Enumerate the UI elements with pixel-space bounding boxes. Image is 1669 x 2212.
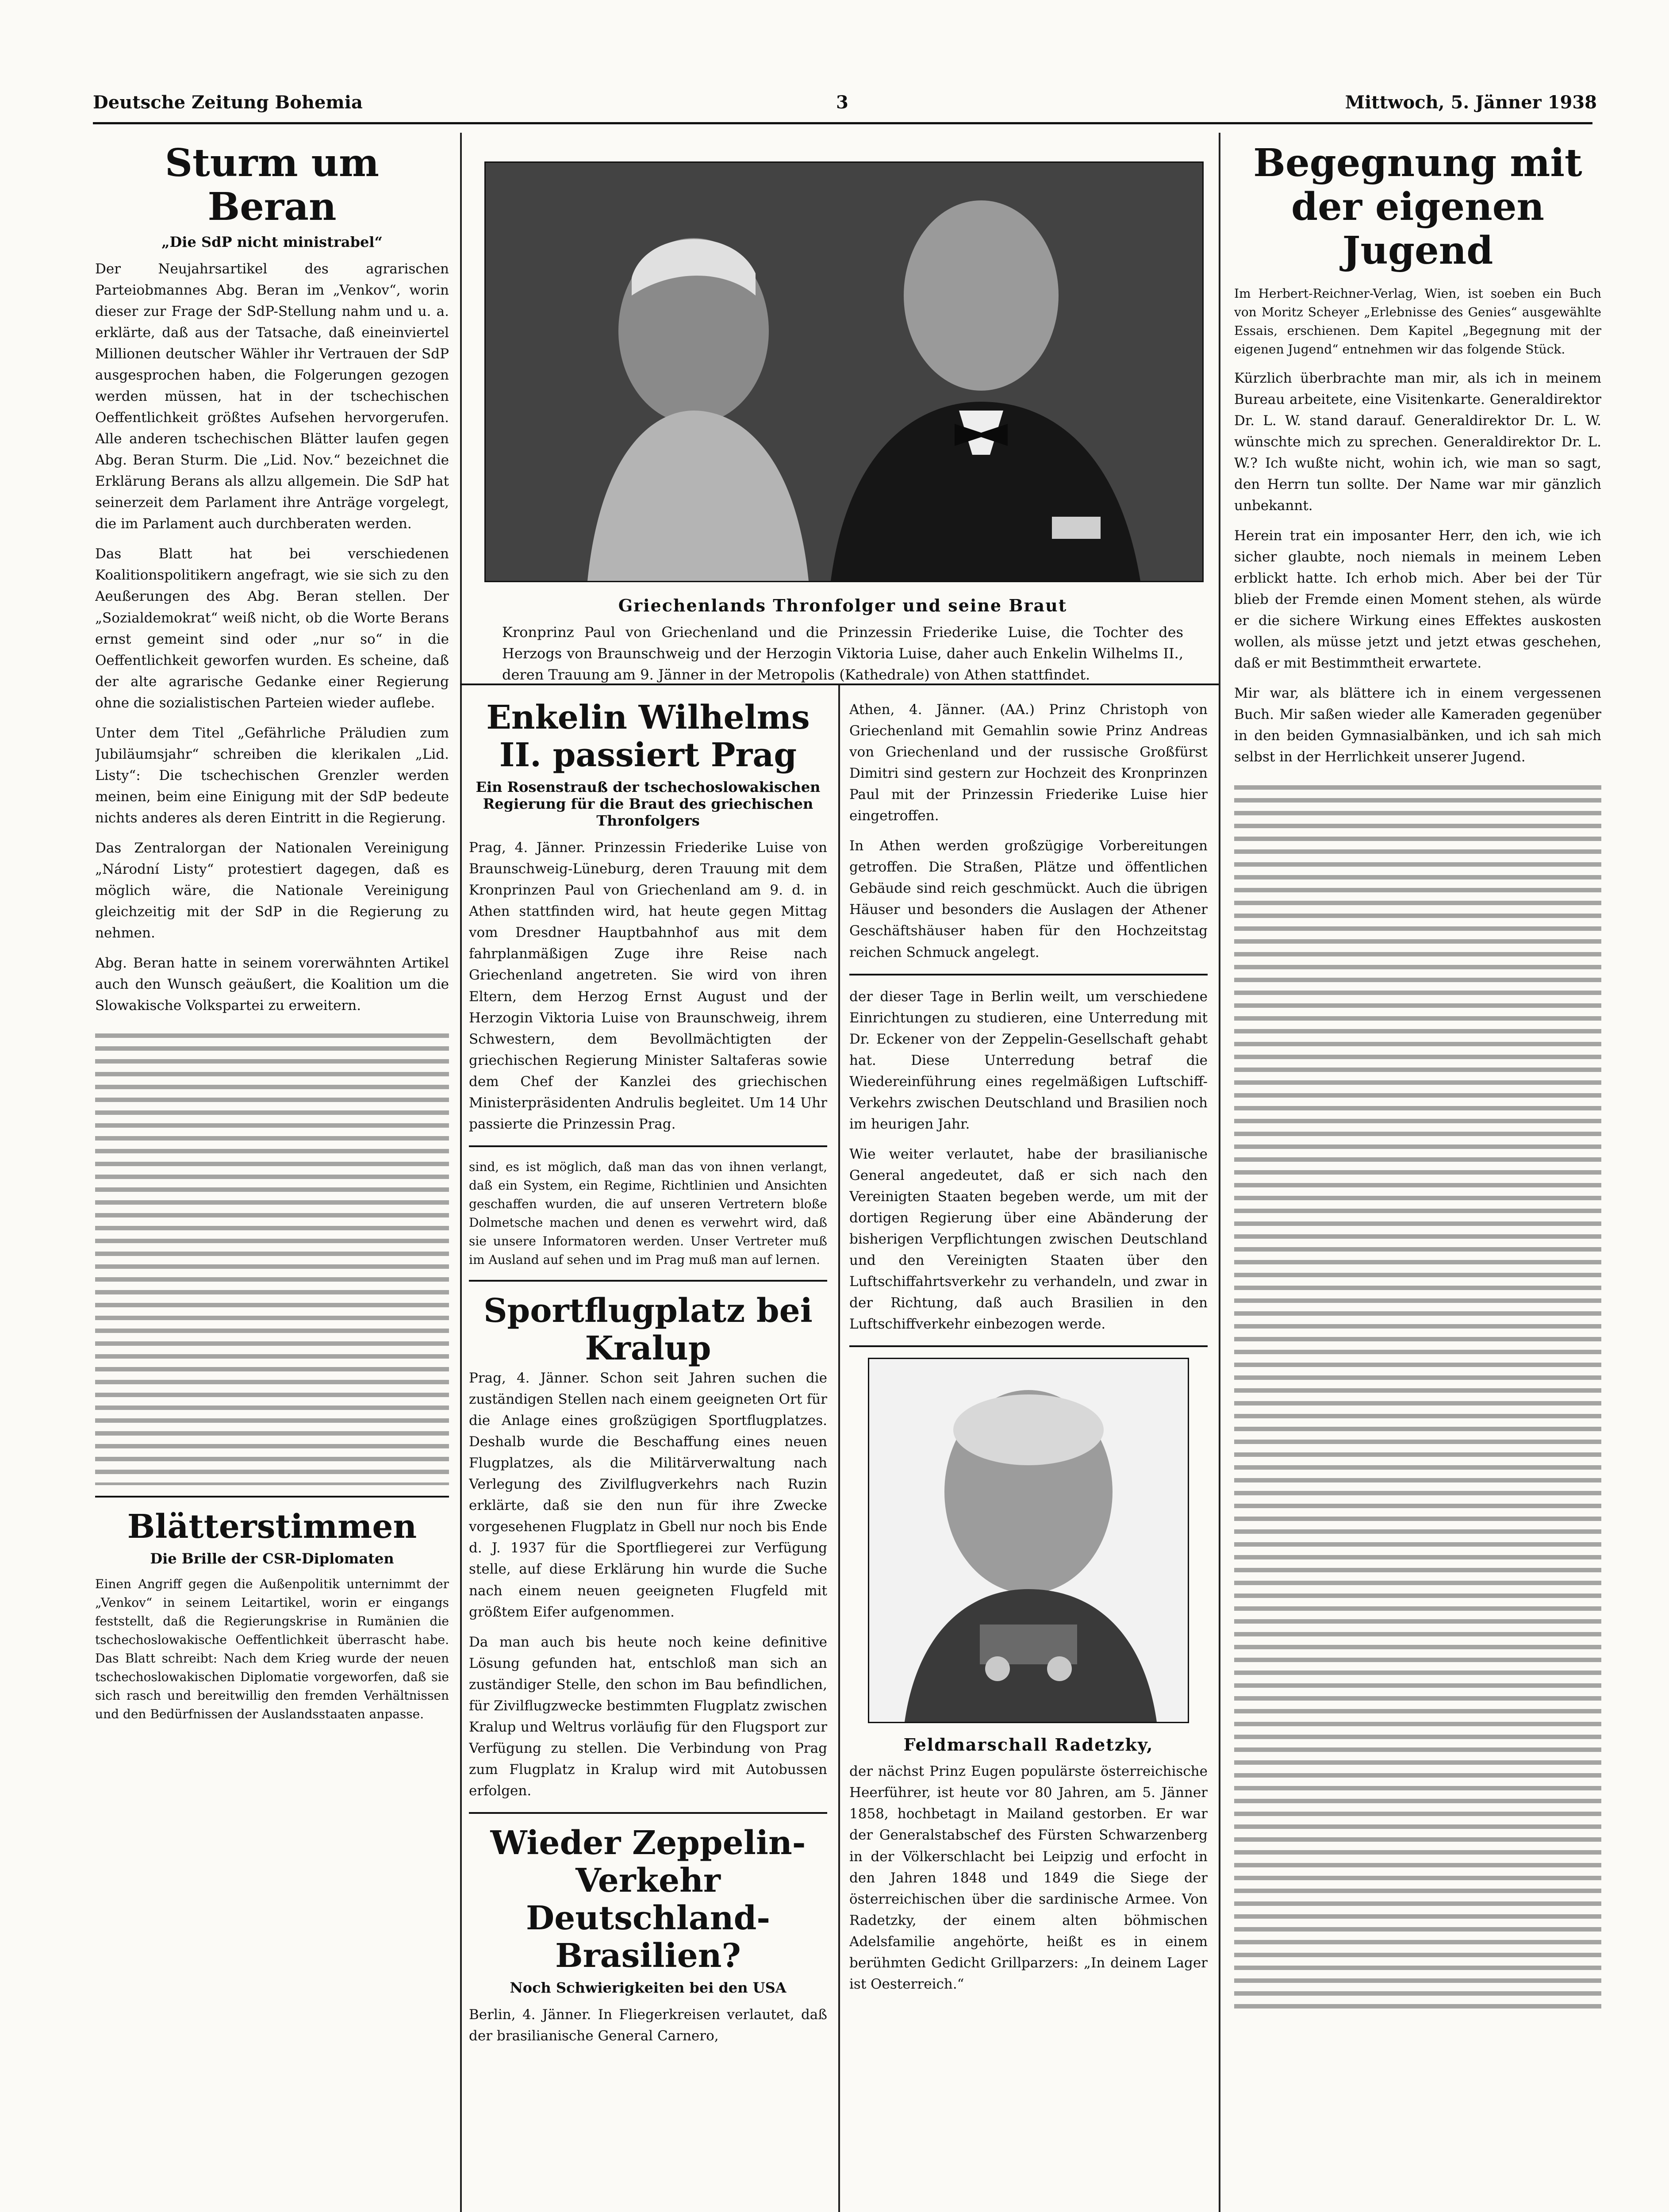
headline-zeppelin: Wieder Zeppelin-Verkehr Deutschland-Brasilien? bbox=[490, 1824, 806, 1975]
page-number: 3 bbox=[836, 92, 848, 113]
article-paragraph: sind, es ist möglich, daß man das von ihnen verlangt, daß ein System, ein Regime, Richtlinien und Ansichten geschaffen wurden, die auf unseren Vertretern bloße Dolmetsche machen und denen es verwehrt wird, daß sie unsere Informatoren werden. Unser Vertreter muß im Ausland auf sehen und im Prag muß man auf lernen. bbox=[469, 1159, 827, 1267]
headline-blaetter: Blätterstimmen bbox=[127, 1508, 417, 1546]
headline-sturm: Sturm um Beran bbox=[165, 142, 380, 229]
royal-couple-image bbox=[486, 163, 1202, 581]
article-paragraph: Wie weiter verlautet, habe der brasilianische General angedeutet, daß er sich nach den Vereinigten Staaten begeben werde, um mit der dortigen Regierung über eine Abänderung der bisherigen Verpflichtungen zwischen Deutschland und den Vereinigten Staaten über den Luftschiffahrtsverkehr zu verhandeln, und zwar in der Richtung, daß auch Brasilien in den Luftschiffverkehr einbezogen werde. bbox=[849, 1146, 1208, 1333]
column-center-right bbox=[849, 699, 1208, 2212]
subhead-enkelin: Ein Rosenstrauß der tschechoslowakischen Regierung für die Braut des griechischen Thronfolgers bbox=[476, 779, 821, 830]
article-paragraph: Das Blatt hat bei verschiedenen Koalitionspolitikern angefragt, wie sie sich zu den Aeußerungen des Abg. Beran stellen. Der „Sozialdemokrat“ weiß nicht, ob die Worte Berans ernst gemeint sind oder „nur so“ in die Oeffentlichkeit geworfen wurden. Es scheine, daß der alte agrarische Gedanke einer Regierung ohne die sozialistischen Parteien wieder auflebe. bbox=[95, 546, 449, 711]
section-divider bbox=[849, 1345, 1208, 1347]
article-paragraph: Prag, 4. Jänner. Schon seit Jahren suchen die zuständigen Stellen nach einem geeigneten Ort für die Anlage eines großzügigen Sportflugplatzes. Deshalb wurde die Beschaffung eines neuen Flugplatzes, als die Militärverwaltung nach Verlegung des Zivilflugverkehrs nach Ruzin erklärte, daß sie den nun für ihre Zwecke vorgesehenen Flugplatz in Gbell nur noch bis Ende d. J. 1937 für die Sportfliegerei zur Verfügung stelle, auf diese Erklärung hin wurde die Suche nach einem neuen geeigneten Flugfeld mit größtem Eifer aufgenommen. bbox=[469, 1370, 827, 1620]
masthead-rule bbox=[93, 122, 1592, 124]
photo-caption-radetzky: der nächst Prinz Eugen populärste österreichische Heerführer, ist heute vor 80 Jahren, am 5. Jänner 1858, hochbetagt in Mailand gestorben. Er war der Generalstabschef des Fürsten Schwarzenberg in der Völkerschlacht bei Leipzig und erfocht in den Jahren 1848 und 1849 die Siege der österreichischen über die sardinische Armee. Von Radetzky, der einem alten böhmischen Adelsfamilie angehörte, heißt es in einem berühmten Gedicht Grillparzers: „In deinem Lager ist Oesterreich.“ bbox=[849, 1763, 1208, 1992]
article-paragraph: Herein trat ein imposanter Herr, den ich, wie ich sicher glaubte, noch niemals in meinem Leben erblickt hatte. Ich erhob mich. Aber bei der Tür blieb der Fremde einen Moment stehen, als würde er die sichere Wirkung eines Effektes auskosten wollen, als müsse jetzt und jetzt etwas geschehen, daß er mit Bestimmtheit erwartete. bbox=[1234, 528, 1601, 672]
section-divider bbox=[469, 1812, 827, 1814]
subhead-blaetter: Die Brille der CSR-Diplomaten bbox=[150, 1550, 394, 1567]
column-divider bbox=[838, 684, 840, 2212]
article-paragraph: In Athen werden großzügige Vorbereitungen getroffen. Die Straßen, Plätze und öffentlichen Gebäude sind reich geschmückt. Auch die übrigen Häuser und besonders die Auslagen der Athener Geschäftshäuser haben für den Hochzeitstag reichen Schmuck angelegt. bbox=[849, 838, 1208, 960]
issue-date: Mittwoch, 5. Jänner 1938 bbox=[1345, 92, 1597, 113]
article-paragraph: Der Neujahrsartikel des agrarischen Parteiobmannes Abg. Beran im „Venkov“, worin dieser zur Frage der SdP-Stellung nahm und u. a. erklärte, daß aus der Tatsache, daß eineinviertel Millionen deutscher Wähler ihr Vertrauen der SdP ausgesprochen haben, die Folgerungen gezogen werden müssen, hat in der tschechischen Oeffentlichkeit größtes Aufsehen hervorgerufen. Alle anderen tschechischen Blätter laufen gegen Abg. Beran Sturm. Die „Lid. Nov.“ bezeichnet die Erklärung Berans als allzu allgemein. Die SdP hat seinerzeit dem Parlament ihre Anträge vorgelegt, die im Parlament auch durchberaten werden. bbox=[95, 261, 449, 532]
text-continuation bbox=[95, 1025, 449, 1485]
article-paragraph: Einen Angriff gegen die Außenpolitik unternimmt der „Venkov“ in seinem Leitartikel, worin er eingangs feststellt, daß die Regierungskrise in Rumänien die tschechoslowakische Oeffentlichkeit überrascht habe. Das Blatt schreibt: Nach dem Krieg wurde der neuen tschechoslowakischen Diplomatie vorgeworfen, daß sie sich rasch und bereitwillig den fremden Verhältnissen und den Bedürfnissen der Auslandsstaaten anpasse. bbox=[95, 1577, 449, 1722]
column-center-left bbox=[469, 699, 827, 2212]
photo-radetzky bbox=[868, 1358, 1189, 1723]
photo-royal-couple bbox=[484, 161, 1204, 582]
article-paragraph: Kürzlich überbrachte man mir, als ich in meinem Bureau arbeitete, eine Visitenkarte. Generaldirektor Dr. L. W. stand darauf. Generaldirektor Dr. L. W. wünschte mich zu sprechen. Generaldirektor Dr. L. W.? Ich wußte nicht, wohin ich, wie man so sagt, den Herrn tun sollte. Der Name war mir gänzlich unbekannt. bbox=[1234, 370, 1601, 514]
column-divider bbox=[460, 133, 462, 2212]
headline-begegnung: Begegnung mit der eigenen Jugend bbox=[1253, 142, 1582, 273]
column-divider bbox=[1219, 133, 1220, 2212]
article-paragraph: der dieser Tage in Berlin weilt, um verschiedene Einrichtungen zu studieren, eine Unterredung mit Dr. Eckener von der Zeppelin-Gesellschaft gehabt hat. Diese Unterredung betraf die Wiedereinführung eines regelmäßigen Luftschiff-Verkehrs zwischen Deutschland und Brasilien noch im heurigen Jahr. bbox=[849, 988, 1208, 1132]
article-paragraph: Unter dem Titel „Gefährliche Präludien zum Jubiläumsjahr“ schreiben die klerikalen „Lid. Listy“: Die tschechischen Grenzler werden meinen, beim eine Einigung mit der SdP bedeute nichts anderes als deren Eintritt in die Regierung. bbox=[95, 725, 449, 826]
article-paragraph: Da man auch bis heute noch keine definitive Lösung gefunden hat, entschloß man sich an zuständiger Stelle, den schon im Bau befindlichen, für Zivilflugzwecke bestimmten Flugplatz zwischen Kralup und Weltrus vorläufig für den Flugsport zur Verfügung zu stellen. Die Verbindung von Prag zum Flugplatz in Kralup wird mit Autobussen erfolgen. bbox=[469, 1634, 827, 1799]
article-intro: Im Herbert-Reichner-Verlag, Wien, ist soeben ein Buch von Moritz Scheyer „Erlebnisse des Genies“ ausgewählte Essais, erschienen. Dem Kapitel „Begegnung mit der eigenen Jugend“ entnehmen wir das folgende Stück. bbox=[1234, 286, 1601, 357]
subhead-sturm: „Die SdP nicht ministrabel“ bbox=[161, 233, 383, 250]
article-paragraph: Das Zentralorgan der Nationalen Vereinigung „Národní Listy“ protestiert dagegen, daß es möglich wäre, die Nationale Vereinigung gleichzeitig mit der SdP in die Regierung zu nehmen. bbox=[95, 840, 449, 941]
article-paragraph: Athen, 4. Jänner. (AA.) Prinz Christoph von Griechenland mit Gemahlin sowie Prinz Andreas von Griechenland und der russische Großfürst Dimitri sind gestern zur Hochzeit des Kronprinzen Paul mit der Prinzessin Friederike Luise hier eingetroffen. bbox=[849, 702, 1208, 824]
newspaper-name: Deutsche Zeitung Bohemia bbox=[93, 92, 363, 113]
photo-title-radetzky: Feldmarschall Radetzky, bbox=[903, 1735, 1154, 1755]
article-paragraph: Berlin, 4. Jänner. In Fliegerkreisen verlautet, daß der brasilianische General Carnero, bbox=[469, 2007, 827, 2044]
text-continuation bbox=[1234, 777, 1601, 2016]
photo-caption-block bbox=[484, 584, 1201, 686]
column-right bbox=[1234, 142, 1601, 2212]
headline-enkelin: Enkelin Wilhelms II. passiert Prag bbox=[486, 699, 810, 775]
masthead bbox=[93, 92, 1597, 119]
section-rule bbox=[460, 684, 1219, 685]
headline-sportflug: Sportflugplatz bei Kralup bbox=[483, 1291, 813, 1367]
radetzky-portrait-image bbox=[869, 1359, 1188, 1722]
section-divider bbox=[849, 974, 1208, 975]
article-paragraph: Prag, 4. Jänner. Prinzessin Friederike Luise von Braunschweig-Lüneburg, deren Trauung mit dem Kronprinzen Paul von Griechenland am 9. d. in Athen stattfinden wird, hat heute gegen Mittag vom Dresdner Hauptbahnhof aus mit dem fahrplanmäßigen Zuge ihre Reise nach Griechenland angetreten. Sie wird von ihren Eltern, dem Herzog Ernst August und der Herzogin Viktoria Luise von Braunschweig, ihrem Schwestern, dem Bevollmächtigten der griechischen Regierung Minister Saltaferas sowie dem Chef der Kanzlei des griechischen Ministerpräsidenten Andrulis begleitet. Um 14 Uhr passierte die Prinzessin Prag. bbox=[469, 840, 827, 1132]
photo-caption-royal-couple: Kronprinz Paul von Griechenland und die Prinzessin Friederike Luise, die Tochter des Herzogs von Braunschweig und der Herzogin Viktoria Luise, daher auch Enkelin Wilhelms II., deren Trauung am 9. Jänner in der Metropolis (Kathedrale) von Athen stattfindet. bbox=[502, 624, 1183, 683]
section-divider bbox=[95, 1496, 449, 1498]
article-paragraph: Mir war, als blättere ich in einem vergessenen Buch. Mir saßen wieder alle Kameraden gegenüber in den beiden Gymnasialbänken, und ich sah mich selbst in der Herrlichkeit unserer Jugend. bbox=[1234, 685, 1601, 765]
subhead-zeppelin: Noch Schwierigkeiten bei den USA bbox=[510, 1979, 787, 1997]
column-left bbox=[95, 142, 449, 2212]
photo-title-royal-couple: Griechenlands Thronfolger und seine Braut bbox=[618, 595, 1067, 615]
article-paragraph: Abg. Beran hatte in seinem vorerwähnten Artikel auch den Wunsch geäußert, die Koalition um die Slowakische Volkspartei zu erweitern. bbox=[95, 955, 449, 1014]
section-divider bbox=[469, 1280, 827, 1282]
section-divider bbox=[469, 1145, 827, 1147]
